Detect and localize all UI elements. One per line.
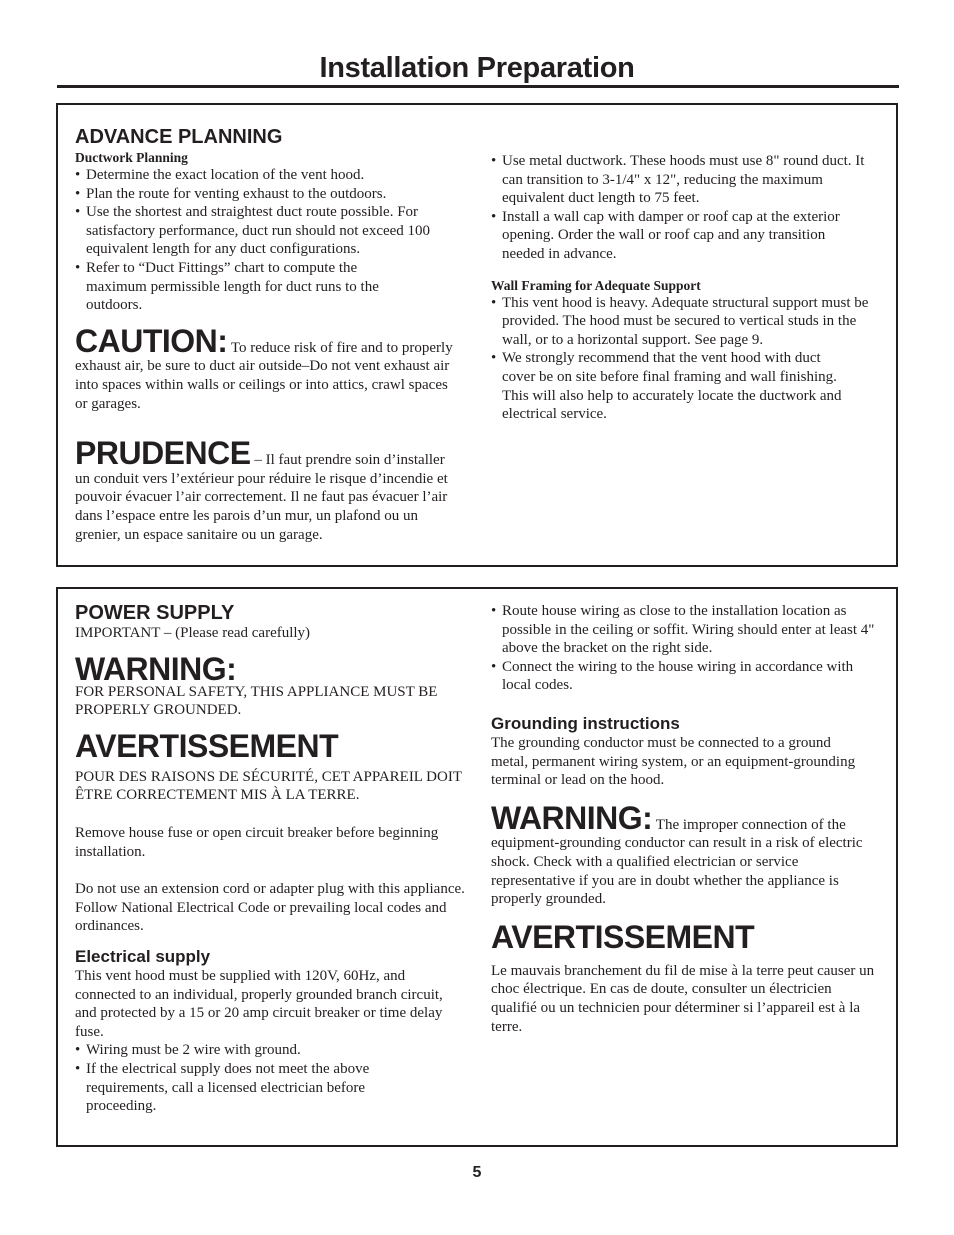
prudence-block [75,437,459,544]
warning2-text: The improper connection of the equipment-grounding conductor can result in a risk of electric shock. Check with a qualified electrician or service representative if you are in doubt whether the appliance is properly grounded. [491,816,863,908]
list-item: • Install a wall cap with damper or roof cap at the exterior opening. Order the wall or roof cap and any transition needed in advance. [491,208,881,264]
list-item: • We strongly recommend that the vent hood with duct cover be on site before final framing and wall finishing. This will also help to accurately locate the ductwork and electrical service. [491,349,881,423]
ductwork-planning-heading: Ductwork Planning [75,150,188,165]
title-rule [57,85,899,88]
fuse-instruction: Remove house fuse or open circuit breaker before beginning installation. [75,824,439,860]
electrical-supply-text: This vent hood must be supplied with 120V, 60Hz, and connected to an individual, properly grounded branch circuit, and protected by a 15 or 20 amp circuit breaker or time delay fuse. [75,967,443,1040]
list-item: • This vent hood is heavy. Adequate structural support must be provided. The hood must be secured to vertical studs in the wall, or to a horizontal support. See page 9. [491,294,881,350]
power-supply-box [56,587,898,1147]
avertissement2-text: Le mauvais branchement du fil de mise à la terre peut causer un choc électrique. En cas de doute, consulter un électricien qualifié ou un technicien pour déterminer si l’appareil est à la terre. [491,962,875,1035]
prudence-label: PRUDENCE [75,435,251,472]
electrical-supply-heading: Electrical supply [75,946,211,966]
avertissement-text: POUR DES RAISONS DE SÉCURITÉ, CET APPAREIL DOIT ÊTRE CORRECTEMENT MIS À LA TERRE. [75,768,462,804]
power-supply-left-column [75,602,465,1116]
prudence-text: – Il faut prendre soin d’installer un conduit vers l’extérieur pour réduire le risque d’incendie et pouvoir évacuer l’air correctement. Il ne faut pas évacuer l’air dans l’espace entre les parois d’un mur, un plafond ou un grenier, un espace sanitaire ou un garage. [75,452,448,543]
advance-planning-right-column [491,152,881,424]
caution-block [75,322,459,413]
list-item: • If the electrical supply does not meet the above requirements, call a licensed electrician before proceeding. [75,1060,465,1116]
electrical-supply-list [75,1041,465,1115]
power-supply-right-column [491,602,881,1036]
grounding-instructions-text: The grounding conductor must be connected to a ground metal, permanent wiring system, or an equipment-grounding terminal or lead on the hood. [491,734,856,789]
warning2-label: WARNING: [491,799,653,836]
warning2-block [491,799,881,909]
list-item: • Connect the wiring to the house wiring in accordance with local codes. [491,658,881,695]
warning-text: FOR PERSONAL SAFETY, THIS APPLIANCE MUST BE PROPERLY GROUNDED. [75,683,438,719]
list-item: • Determine the exact location of the vent hood. [75,166,459,185]
ductwork-requirements-list [491,152,881,264]
wall-framing-list [491,294,881,424]
caution-label: CAUTION: [75,322,228,359]
power-supply-heading: POWER SUPPLY [75,602,235,624]
advance-planning-left-column [75,126,459,544]
list-item: • Refer to “Duct Fittings” chart to compute the maximum permissible length for duct runs to the outdoors. [75,259,459,315]
list-item: • Use metal ductwork. These hoods must use 8" round duct. It can transition to 3-1/4" x 12", reducing the maximum equivalent duct length to 75 feet. [491,152,881,208]
important-note: IMPORTANT – (Please read carefully) [75,625,311,641]
caution-text: To reduce risk of fire and to properly exhaust air, be sure to duct air outside–Do not vent exhaust air into spaces within walls or ceilings or into attics, crawl spaces or garages. [75,339,453,412]
warning-label: WARNING: [75,650,237,687]
list-item: • Route house wiring as close to the installation location as possible in the ceiling or soffit. Wiring should enter at least 4" above the bracket on the right side. [491,602,881,658]
avertissement2-label: AVERTISSEMENT [491,918,755,955]
advance-planning-box [56,103,898,567]
wall-framing-heading: Wall Framing for Adequate Support [491,277,701,293]
list-item: • Use the shortest and straightest duct route possible. For satisfactory performance, duct run should not exceed 100 equivalent length for any duct configurations. [75,203,459,259]
grounding-instructions-heading: Grounding instructions [491,713,680,733]
extension-cord-instruction: Do not use an extension cord or adapter plug with this appliance. Follow National Electrical Code or prevailing local codes and ordinances. [75,881,465,935]
page-number: 5 [472,1164,482,1181]
list-item: • Wiring must be 2 wire with ground. [75,1041,465,1060]
list-item: • Plan the route for venting exhaust to the outdoors. [75,185,459,204]
avertissement-label: AVERTISSEMENT [75,727,339,764]
advance-planning-heading: ADVANCE PLANNING [75,126,283,148]
page-title: Installation Preparation [319,52,635,84]
wiring-list [491,602,881,695]
ductwork-list [75,166,459,315]
